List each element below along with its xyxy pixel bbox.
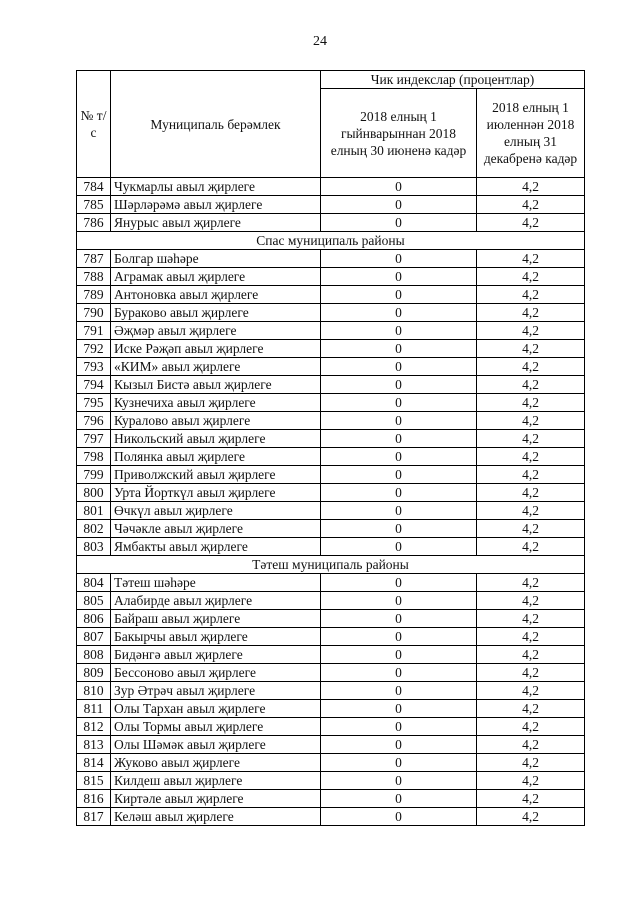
index-second-half: 4,2 <box>477 520 585 538</box>
municipality-name: Байраш авыл җирлеге <box>111 610 321 628</box>
index-second-half: 4,2 <box>477 466 585 484</box>
index-first-half: 0 <box>321 214 477 232</box>
index-second-half: 4,2 <box>477 322 585 340</box>
index-first-half: 0 <box>321 754 477 772</box>
municipality-name: Тәтеш шәһәре <box>111 574 321 592</box>
table-row <box>77 376 585 394</box>
municipality-name: Олы Тархан авыл җирлеге <box>111 700 321 718</box>
index-first-half: 0 <box>321 286 477 304</box>
row-number: 816 <box>77 790 111 808</box>
municipality-name: Бураково авыл җирлеге <box>111 304 321 322</box>
table-row <box>77 574 585 592</box>
index-second-half: 4,2 <box>477 646 585 664</box>
table-row <box>77 808 585 826</box>
table-row <box>77 682 585 700</box>
index-second-half: 4,2 <box>477 484 585 502</box>
municipality-name: Жуково авыл җирлеге <box>111 754 321 772</box>
index-first-half: 0 <box>321 394 477 412</box>
row-number: 808 <box>77 646 111 664</box>
index-first-half: 0 <box>321 250 477 268</box>
index-first-half: 0 <box>321 322 477 340</box>
header-name: Муниципаль берәмлек <box>111 71 321 178</box>
municipality-name: Куралово авыл җирлеге <box>111 412 321 430</box>
index-first-half: 0 <box>321 430 477 448</box>
municipality-name: Антоновка авыл җирлеге <box>111 286 321 304</box>
municipality-name: Әҗмәр авыл җирлеге <box>111 322 321 340</box>
index-second-half: 4,2 <box>477 412 585 430</box>
municipality-name: Приволжский авыл җирлеге <box>111 466 321 484</box>
table-row <box>77 646 585 664</box>
row-number: 807 <box>77 628 111 646</box>
municipality-name: Иске Рәҗәп авыл җирлеге <box>111 340 321 358</box>
page-number: 24 <box>313 34 327 49</box>
index-first-half: 0 <box>321 628 477 646</box>
index-second-half: 4,2 <box>477 808 585 826</box>
municipality-name: «КИМ» авыл җирлеге <box>111 358 321 376</box>
table-row <box>77 178 585 196</box>
municipality-name: Никольский авыл җирлеге <box>111 430 321 448</box>
row-number: 809 <box>77 664 111 682</box>
row-number: 785 <box>77 196 111 214</box>
index-second-half: 4,2 <box>477 196 585 214</box>
table-row <box>77 484 585 502</box>
index-first-half: 0 <box>321 682 477 700</box>
municipality-name: Зур Әтрәч авыл җирлеге <box>111 682 321 700</box>
row-number: 793 <box>77 358 111 376</box>
municipality-name: Урта Йорткүл авыл җирлеге <box>111 484 321 502</box>
row-number: 788 <box>77 268 111 286</box>
municipality-name: Аграмак авыл җирлеге <box>111 268 321 286</box>
index-first-half: 0 <box>321 358 477 376</box>
municipality-name: Килдеш авыл җирлеге <box>111 772 321 790</box>
municipality-name: Өчкүл авыл җирлеге <box>111 502 321 520</box>
municipality-name: Олы Шәмәк авыл җирлеге <box>111 736 321 754</box>
table-row <box>77 448 585 466</box>
table-row <box>77 736 585 754</box>
index-second-half: 4,2 <box>477 718 585 736</box>
municipality-name: Шәрләрәмә авыл җирлеге <box>111 196 321 214</box>
index-first-half: 0 <box>321 574 477 592</box>
table-row <box>77 520 585 538</box>
municipality-name: Бидәнгә авыл җирлеге <box>111 646 321 664</box>
table-row <box>77 358 585 376</box>
table-row <box>77 268 585 286</box>
index-second-half: 4,2 <box>477 394 585 412</box>
row-number: 811 <box>77 700 111 718</box>
index-first-half: 0 <box>321 700 477 718</box>
table-row <box>77 592 585 610</box>
municipality-name: Ямбакты авыл җирлеге <box>111 538 321 556</box>
table-row <box>77 322 585 340</box>
header-num: № т/с <box>77 71 111 178</box>
row-number: 810 <box>77 682 111 700</box>
row-number: 787 <box>77 250 111 268</box>
index-first-half: 0 <box>321 412 477 430</box>
index-first-half: 0 <box>321 790 477 808</box>
row-number: 791 <box>77 322 111 340</box>
row-number: 789 <box>77 286 111 304</box>
row-number: 812 <box>77 718 111 736</box>
table-row <box>77 502 585 520</box>
table-row <box>77 700 585 718</box>
table-row <box>77 250 585 268</box>
table-row <box>77 196 585 214</box>
index-second-half: 4,2 <box>477 178 585 196</box>
index-second-half: 4,2 <box>477 340 585 358</box>
municipality-name: Янурыс авыл җирлеге <box>111 214 321 232</box>
table-row <box>77 538 585 556</box>
row-number: 804 <box>77 574 111 592</box>
municipality-name: Киртәле авыл җирлеге <box>111 790 321 808</box>
row-number: 797 <box>77 430 111 448</box>
municipality-name: Келәш авыл җирлеге <box>111 808 321 826</box>
header-period-1: 2018 елның 1 гыйнварыннан 2018 елның 30 июненә кадәр <box>321 89 477 178</box>
table-row <box>77 610 585 628</box>
row-number: 796 <box>77 412 111 430</box>
table-row <box>77 754 585 772</box>
table-row <box>77 286 585 304</box>
index-second-half: 4,2 <box>477 376 585 394</box>
index-first-half: 0 <box>321 736 477 754</box>
section-header-row <box>77 556 585 574</box>
header-group: Чик индекслар (процентлар) <box>321 71 585 89</box>
index-first-half: 0 <box>321 448 477 466</box>
section-header-row <box>77 232 585 250</box>
table-row <box>77 430 585 448</box>
table-row <box>77 466 585 484</box>
index-first-half: 0 <box>321 268 477 286</box>
municipality-name: Кызыл Бистә авыл җирлеге <box>111 376 321 394</box>
row-number: 786 <box>77 214 111 232</box>
index-second-half: 4,2 <box>477 358 585 376</box>
index-second-half: 4,2 <box>477 610 585 628</box>
index-first-half: 0 <box>321 808 477 826</box>
table-row <box>77 412 585 430</box>
index-first-half: 0 <box>321 664 477 682</box>
row-number: 799 <box>77 466 111 484</box>
index-second-half: 4,2 <box>477 502 585 520</box>
index-first-half: 0 <box>321 340 477 358</box>
index-first-half: 0 <box>321 502 477 520</box>
index-first-half: 0 <box>321 376 477 394</box>
municipality-name: Кузнечиха авыл җирлеге <box>111 394 321 412</box>
row-number: 814 <box>77 754 111 772</box>
table-row <box>77 628 585 646</box>
index-first-half: 0 <box>321 646 477 664</box>
index-second-half: 4,2 <box>477 268 585 286</box>
index-first-half: 0 <box>321 592 477 610</box>
table-row <box>77 304 585 322</box>
index-first-half: 0 <box>321 178 477 196</box>
index-first-half: 0 <box>321 196 477 214</box>
index-second-half: 4,2 <box>477 664 585 682</box>
index-second-half: 4,2 <box>477 754 585 772</box>
index-second-half: 4,2 <box>477 700 585 718</box>
index-second-half: 4,2 <box>477 772 585 790</box>
municipality-name: Чәчәкле авыл җирлеге <box>111 520 321 538</box>
table-row <box>77 394 585 412</box>
municipality-name: Полянка авыл җирлеге <box>111 448 321 466</box>
index-second-half: 4,2 <box>477 430 585 448</box>
row-number: 792 <box>77 340 111 358</box>
index-second-half: 4,2 <box>477 214 585 232</box>
index-second-half: 4,2 <box>477 628 585 646</box>
row-number: 805 <box>77 592 111 610</box>
table-row <box>77 214 585 232</box>
header-period-2: 2018 елның 1 июленнән 2018 елның 31 декабренә кадәр <box>477 89 585 178</box>
row-number: 798 <box>77 448 111 466</box>
row-number: 813 <box>77 736 111 754</box>
index-second-half: 4,2 <box>477 304 585 322</box>
table-row <box>77 790 585 808</box>
row-number: 802 <box>77 520 111 538</box>
municipality-name: Алабирде авыл җирлеге <box>111 592 321 610</box>
row-number: 806 <box>77 610 111 628</box>
section-title: Спас муниципаль районы <box>77 232 585 250</box>
index-first-half: 0 <box>321 304 477 322</box>
index-second-half: 4,2 <box>477 736 585 754</box>
municipality-name: Бакырчы авыл җирлеге <box>111 628 321 646</box>
section-title: Тәтеш муниципаль районы <box>77 556 585 574</box>
index-second-half: 4,2 <box>477 790 585 808</box>
index-second-half: 4,2 <box>477 538 585 556</box>
index-first-half: 0 <box>321 520 477 538</box>
index-second-half: 4,2 <box>477 592 585 610</box>
row-number: 790 <box>77 304 111 322</box>
index-second-half: 4,2 <box>477 574 585 592</box>
index-first-half: 0 <box>321 610 477 628</box>
index-second-half: 4,2 <box>477 250 585 268</box>
row-number: 795 <box>77 394 111 412</box>
municipality-name: Олы Тормы авыл җирлеге <box>111 718 321 736</box>
data-table <box>76 70 585 826</box>
table-row <box>77 340 585 358</box>
table-row <box>77 664 585 682</box>
row-number: 784 <box>77 178 111 196</box>
row-number: 794 <box>77 376 111 394</box>
municipality-name: Чукмарлы авыл җирлеге <box>111 178 321 196</box>
index-second-half: 4,2 <box>477 448 585 466</box>
row-number: 815 <box>77 772 111 790</box>
row-number: 800 <box>77 484 111 502</box>
row-number: 801 <box>77 502 111 520</box>
index-first-half: 0 <box>321 538 477 556</box>
index-first-half: 0 <box>321 466 477 484</box>
index-first-half: 0 <box>321 772 477 790</box>
index-first-half: 0 <box>321 484 477 502</box>
row-number: 817 <box>77 808 111 826</box>
table-row <box>77 772 585 790</box>
municipality-name: Болгар шәһәре <box>111 250 321 268</box>
municipality-name: Бессоново авыл җирлеге <box>111 664 321 682</box>
row-number: 803 <box>77 538 111 556</box>
index-second-half: 4,2 <box>477 682 585 700</box>
index-second-half: 4,2 <box>477 286 585 304</box>
table-row <box>77 718 585 736</box>
index-first-half: 0 <box>321 718 477 736</box>
table-body <box>77 178 585 826</box>
